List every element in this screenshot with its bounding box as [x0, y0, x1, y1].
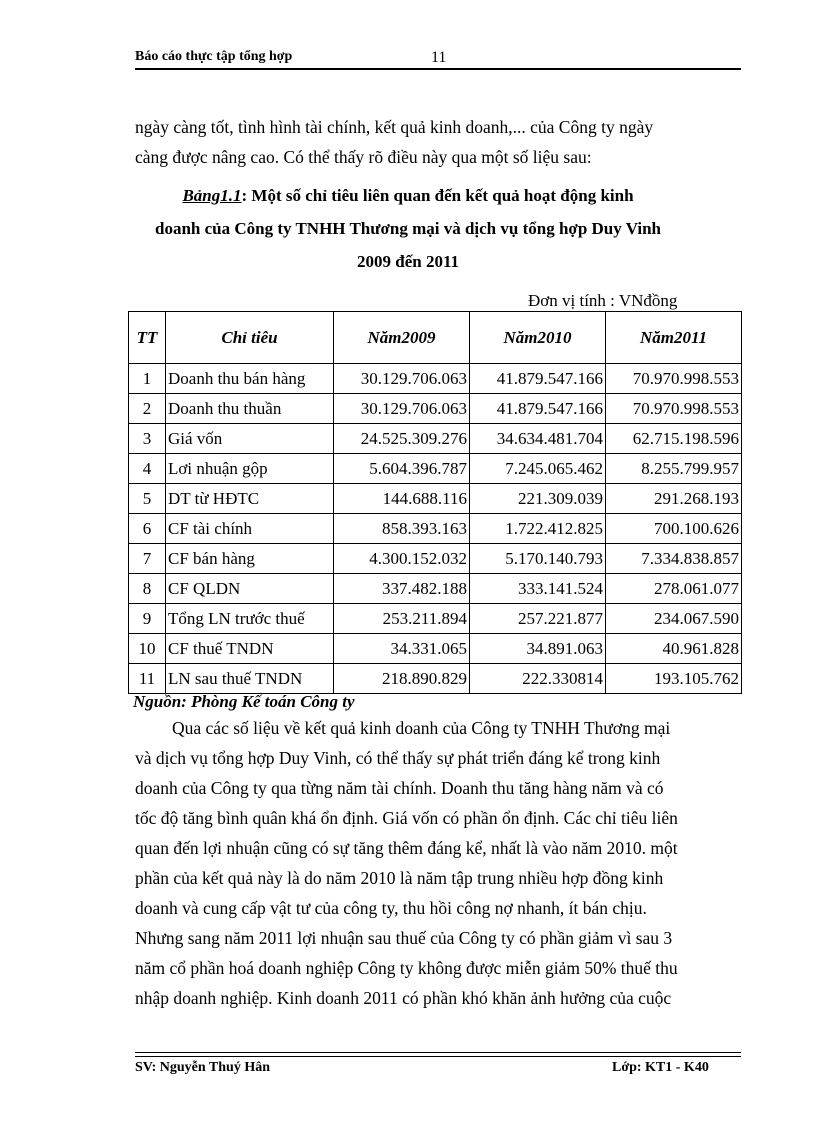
cell-2010: 222.330814: [470, 664, 606, 694]
source-note: Nguồn: Phòng Kế toán Công ty: [133, 692, 355, 711]
cell-2010: 41.879.547.166: [470, 364, 606, 394]
cell-tt: 9: [129, 604, 166, 634]
cell-2009: 144.688.116: [334, 484, 470, 514]
cell-tt: 2: [129, 394, 166, 424]
table-row: [129, 454, 742, 484]
header-cell-2011: Năm2011: [606, 312, 742, 364]
cell-2011: 70.970.998.553: [606, 364, 742, 394]
cell-2009: 24.525.309.276: [334, 424, 470, 454]
body-line: quan đến lợi nhuận cũng có sự tăng thêm đáng kể, nhất là vào năm 2010. một: [135, 838, 678, 858]
cell-2009: 253.211.894: [334, 604, 470, 634]
page-number: 11: [431, 49, 447, 66]
cell-tt: 11: [129, 664, 166, 694]
cell-indicator: CF bán hàng: [166, 544, 334, 574]
cell-indicator: CF thuế TNDN: [166, 634, 334, 664]
cell-indicator: CF QLDN: [166, 574, 334, 604]
cell-tt: 6: [129, 514, 166, 544]
financial-table: [128, 311, 742, 694]
cell-2011: 234.067.590: [606, 604, 742, 634]
cell-indicator: Lơi nhuận gộp: [166, 454, 334, 484]
table-row: [129, 604, 742, 634]
cell-2010: 257.221.877: [470, 604, 606, 634]
cell-2009: 858.393.163: [334, 514, 470, 544]
cell-tt: 5: [129, 484, 166, 514]
table-row: [129, 544, 742, 574]
header-cell-2010: Năm2010: [470, 312, 606, 364]
table-caption-line-1: [0, 186, 816, 206]
cell-2009: 5.604.396.787: [334, 454, 470, 484]
cell-2011: 278.061.077: [606, 574, 742, 604]
cell-2010: 5.170.140.793: [470, 544, 606, 574]
cell-2009: 4.300.152.032: [334, 544, 470, 574]
body-line: và dịch vụ tổng hợp Duy Vinh, có thể thấy sự phát triển đáng kể trong kinh: [135, 748, 661, 768]
body-line: năm cổ phần hoá doanh nghiệp Công ty không được miễn giảm 50% thuế thu: [135, 958, 678, 978]
header-cell-tt: TT: [129, 312, 166, 364]
student-name: SV: Nguyễn Thuý Hân: [135, 1060, 271, 1075]
cell-tt: 8: [129, 574, 166, 604]
unit-note: Đơn vị tính : VNđồng: [528, 291, 678, 310]
table-header-row: [129, 312, 742, 364]
cell-indicator: CF tài chính: [166, 514, 334, 544]
body-line: Nhưng sang năm 2011 lợi nhuận sau thuế của Công ty có phần giảm vì sau 3: [135, 928, 673, 948]
cell-2009: 34.331.065: [334, 634, 470, 664]
body-line: phần của kết quả này là do năm 2010 là năm tập trung nhiều hợp đồng kinh: [135, 868, 664, 888]
cell-tt: 10: [129, 634, 166, 664]
cell-tt: 1: [129, 364, 166, 394]
cell-2010: 34.634.481.704: [470, 424, 606, 454]
cell-2010: 333.141.524: [470, 574, 606, 604]
cell-indicator: Tổng LN trước thuế: [166, 604, 334, 634]
table-row: [129, 484, 742, 514]
cell-2010: 221.309.039: [470, 484, 606, 514]
cell-2011: 291.268.193: [606, 484, 742, 514]
cell-2011: 193.105.762: [606, 664, 742, 694]
table-caption-line-3: 2009 đến 2011: [356, 252, 460, 271]
table-caption-label: Bảng1.1: [182, 186, 242, 205]
cell-2010: 7.245.065.462: [470, 454, 606, 484]
header-cell-indicator: Chỉ tiêu: [166, 312, 334, 364]
cell-2011: 7.334.838.857: [606, 544, 742, 574]
cell-2011: 8.255.799.957: [606, 454, 742, 484]
header-cell-2009: Năm2009: [334, 312, 470, 364]
table-row: [129, 574, 742, 604]
class-name: Lớp: KT1 - K40: [612, 1060, 709, 1075]
table-row: [129, 514, 742, 544]
table-row: [129, 394, 742, 424]
page-header: [135, 49, 741, 70]
intro-paragraph: [135, 112, 741, 172]
cell-indicator: Doanh thu thuần: [166, 394, 334, 424]
body-line: Qua các số liệu về kết quả kinh doanh của Công ty TNHH Thương mại: [172, 718, 671, 738]
footer-divider: [135, 1052, 741, 1057]
report-title: Báo cáo thực tập tổng hợp: [135, 49, 293, 64]
analysis-paragraph: [135, 713, 741, 1013]
cell-indicator: Doanh thu bán hàng: [166, 364, 334, 394]
body-line: doanh của Công ty qua từng năm tài chính. Doanh thu tăng hàng năm và có: [135, 778, 664, 798]
cell-2010: 1.722.412.825: [470, 514, 606, 544]
table-body: [129, 364, 742, 694]
table-row: [129, 664, 742, 694]
cell-2009: 218.890.829: [334, 664, 470, 694]
cell-2009: 337.482.188: [334, 574, 470, 604]
cell-2011: 40.961.828: [606, 634, 742, 664]
cell-tt: 4: [129, 454, 166, 484]
intro-line: càng được nâng cao. Có thể thấy rõ điều này qua một số liệu sau:: [135, 147, 592, 167]
body-line: doanh và cung cấp vật tư của công ty, thu hồi công nợ nhanh, ít bán chịu.: [135, 898, 647, 918]
cell-indicator: LN sau thuế TNDN: [166, 664, 334, 694]
cell-2009: 30.129.706.063: [334, 364, 470, 394]
table-caption-text: : Một số chỉ tiêu liên quan đến kết quả hoạt động kinh: [241, 186, 634, 205]
cell-2010: 41.879.547.166: [470, 394, 606, 424]
cell-indicator: DT từ HĐTC: [166, 484, 334, 514]
cell-2011: 700.100.626: [606, 514, 742, 544]
cell-indicator: Giá vốn: [166, 424, 334, 454]
cell-2009: 30.129.706.063: [334, 394, 470, 424]
body-line: nhập doanh nghiệp. Kinh doanh 2011 có phần khó khăn ảnh hưởng của cuộc: [135, 988, 672, 1008]
cell-2010: 34.891.063: [470, 634, 606, 664]
cell-2011: 70.970.998.553: [606, 394, 742, 424]
table-row: [129, 364, 742, 394]
cell-tt: 3: [129, 424, 166, 454]
table-row: [129, 634, 742, 664]
intro-line: ngày càng tốt, tình hình tài chính, kết quả kinh doanh,... của Công ty ngày: [135, 117, 654, 137]
cell-tt: 7: [129, 544, 166, 574]
body-line: tốc độ tăng bình quân khá ổn định. Giá vốn có phần ổn định. Các chỉ tiêu liên: [135, 808, 678, 828]
table-caption-line-2: doanh của Công ty TNHH Thương mại và dịch vụ tổng hợp Duy Vinh: [155, 219, 661, 238]
cell-2011: 62.715.198.596: [606, 424, 742, 454]
table-row: [129, 424, 742, 454]
